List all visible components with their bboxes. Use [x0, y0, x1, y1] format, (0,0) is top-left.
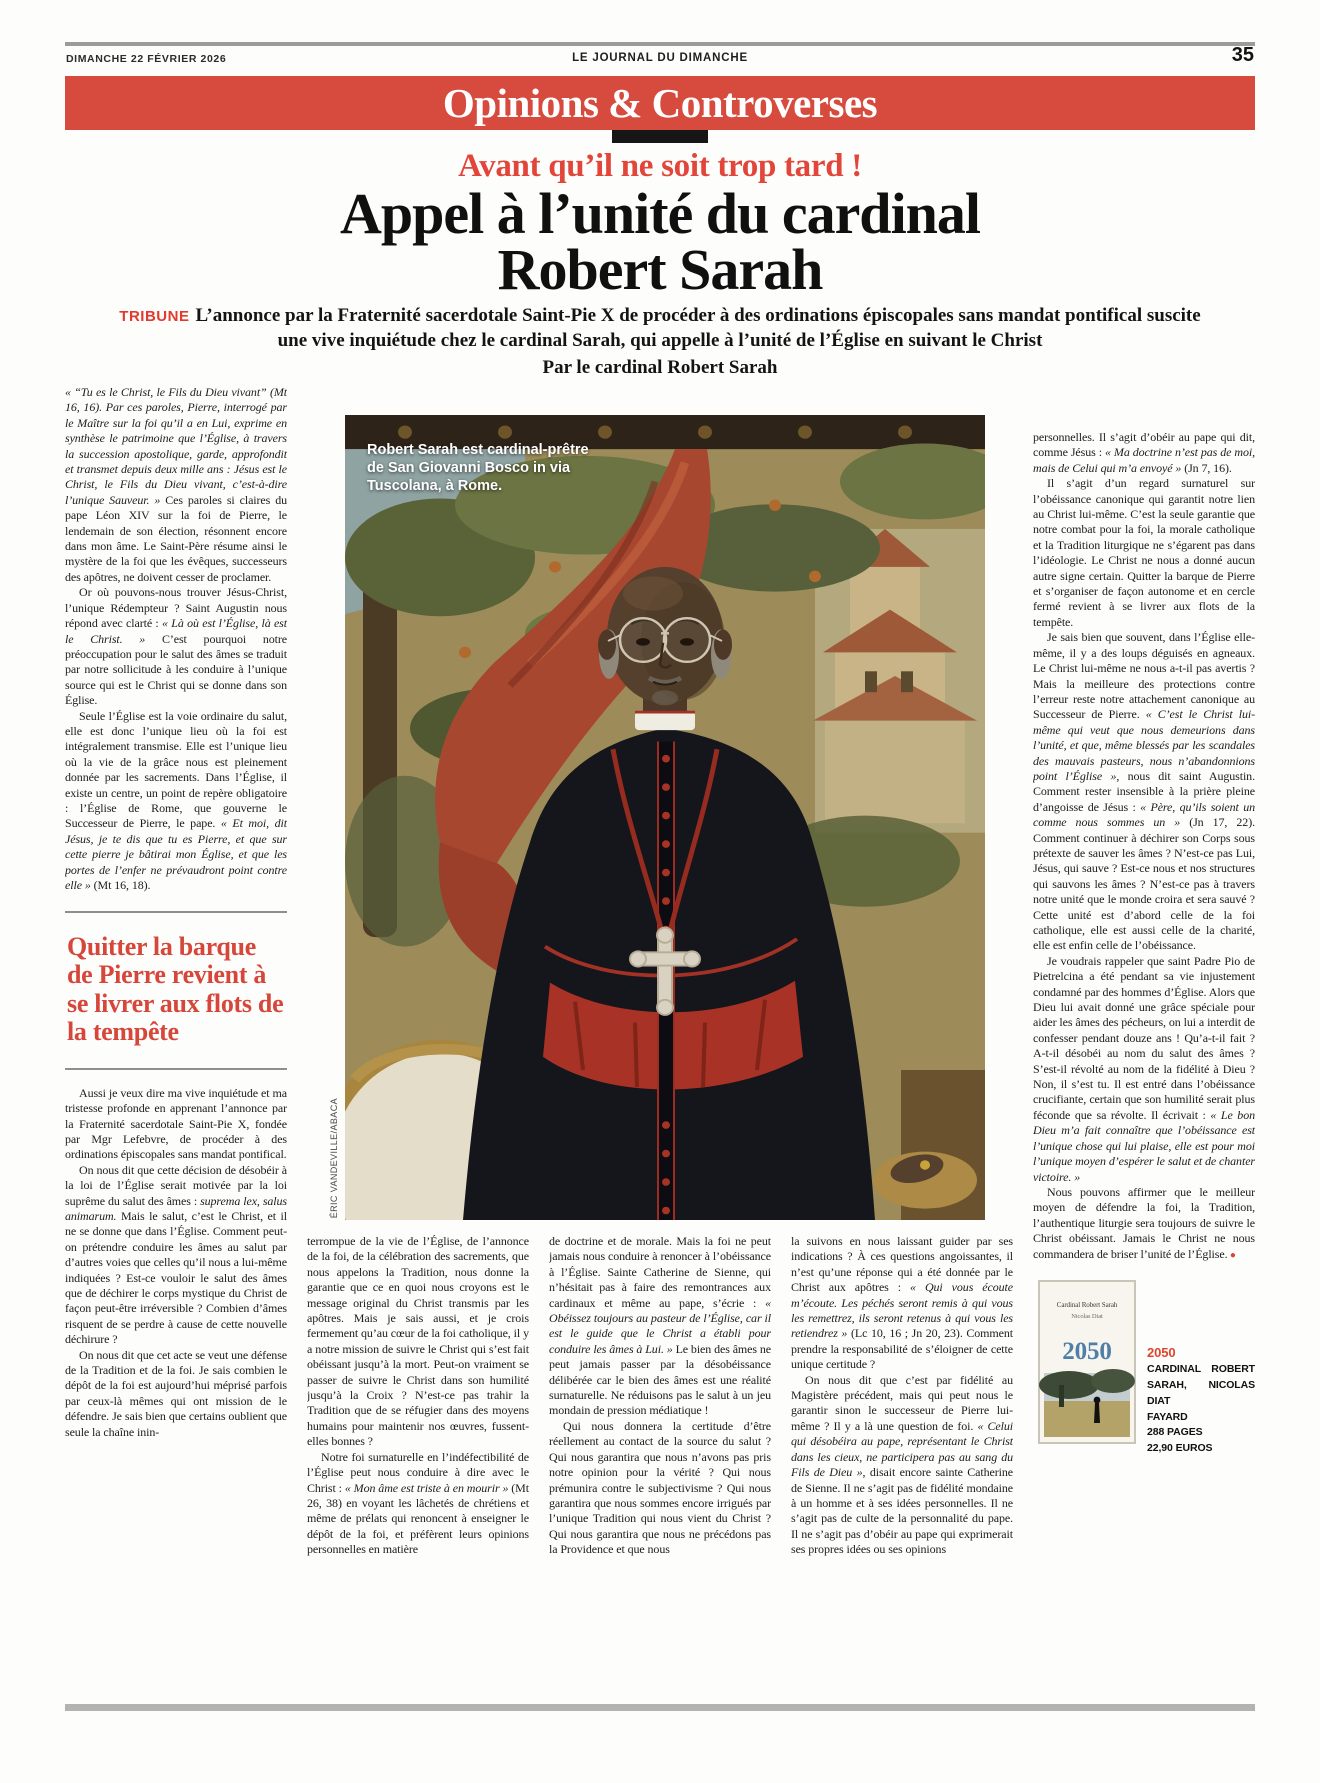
fold-mark	[612, 130, 708, 143]
lower-columns	[307, 1234, 1013, 1697]
book-publisher: FAYARD	[1147, 1410, 1188, 1423]
body-paragraph: Je voudrais rappeler que saint Padre Pio de Pietrelcina a été pendant sa vie injustement condamné par des hommes d’Église. Alors que Dieu lui avait donné une grâce spéciale pour aider les âmes des pécheurs, on lui a interdit de confesser pendant douze ans ! Qu’a-t-il fait ? A-t-il désobéi au nom du salut des âmes ? S’est-il révolté au nom de la fidélité à Dieu ? Non, il s’est tu. Il est entré dans l’obéissance crucifiante, certain que son humilité serait plus féconde que sa révolte. Il écrivait : « Le bon Dieu m’a fait connaître que l’obéissance est l’unique chose qui lui plaise, elle est pour moi l’unique moyen d’espérer le salut et de chanter victoire. »	[1033, 953, 1255, 1184]
column-5-text	[1033, 430, 1255, 1263]
cardinal-photo	[329, 415, 985, 1220]
column-2	[307, 1234, 529, 1697]
body-paragraph: Aussi je veux dire ma vive inquiétude et ma tristesse profonde en apprenant l’annonce par la Fraternité sacerdotale Saint-Pie X, fondée par Mgr Lefebvre, de procéder à des ordinations épiscopales sans mandat pontifical.	[65, 1085, 287, 1162]
body-paragraph: personnelles. Il s’agit d’obéir au pape qui dit, comme Jésus : « Ma doctrine n’est pas de moi, mais de Celui qui m’a envoyé » (Jn 7, 16).	[1033, 430, 1255, 475]
photo-credit: ÉRIC VANDEVILLE/ABACA	[329, 1097, 339, 1218]
page-number: 35	[1231, 44, 1254, 66]
standfirst	[110, 303, 1210, 353]
book-pages: 288 PAGES	[1147, 1426, 1203, 1439]
book-promo	[1033, 1281, 1255, 1457]
book-cover	[1039, 1281, 1135, 1443]
article-body	[65, 385, 1255, 1703]
standfirst-text: L’annonce par la Fraternité sacerdotale Saint-Pie X de procéder à des ordinations épiscopales sans mandat pontifical suscite une vive inquiétude chez le cardinal Sarah, qui appelle à l’unité de l’Église en suivant le Christ	[195, 305, 1201, 352]
column-5	[1033, 385, 1255, 1703]
body-paragraph: Qui nous donnera la certitude d’être réellement au contact de la source du salut ? Qui nous garantira que nous n’avons pas pris notre opinion pour la vérité ? Qui nous prémunira contre le subjectivisme ? Qui nous garantira que nous sommes encore irrigués par l’unique Tradition qui nous vient du Christ ? Qui nous garantira que nous ne précédons pas la Providence et que nous	[549, 1418, 771, 1557]
column-4	[791, 1234, 1013, 1697]
body-paragraph: Il s’agit d’un regard surnaturel sur l’obéissance canonique qui garantit notre lien au Christ lui-même. C’est la seule garantie que notre combat pour la foi, la morale catholique et la Tradition liturgique ne s’égarent pas dans l’idéologie. Le Christ ne nous a donné aucun autre signe certain. Quitter la barque de Pierre et s’organiser de façon autonome et en cercle fermé revient à se livrer aux flots de la tempête.	[1033, 476, 1255, 629]
book-info	[1147, 1281, 1255, 1457]
body-paragraph: de doctrine et de morale. Mais la foi ne peut jamais nous conduire à renoncer à l’obéissance à l’Église. Sainte Catherine de Sienne, qui n’hésitait pas à faire des remontrances aux cardinaux et même au pape, s’écrie : « Obéissez toujours au pasteur de l’Église, car il est le guide que le Christ a établi pour conduire les âmes à Lui. » Le bien des âmes ne peut jamais passer par la désobéissance délibérée car le bien des âmes est une réalité surnaturelle. Ne réduisons pas le salut à un jeu mondain de pression médiatique !	[549, 1234, 771, 1418]
body-paragraph: Or où pouvons-nous trouver Jésus-Christ, l’unique Rédempteur ? Saint Augustin nous répond avec clarté : « Là où est l’Église, là est le Christ. » C’est pourquoi notre préoccupation pour le salut des âmes se traduit par notre sollicitude à les conduire à l’unique source qui est le Christ qui se donne dans son Église.	[65, 585, 287, 708]
book-authors: CARDINAL ROBERT SARAH, NICOLAS DIAT	[1147, 1363, 1255, 1407]
body-paragraph: Notre foi surnaturelle en l’indéfectibilité de l’Église peut nous conduire à dire avec le Christ : « Mon âme est triste à en mourir » (Mt 26, 38) en voyant les lâchetés de chrétiens et même de prélats qui renoncent à enseigner le dépôt de la foi, et préfèrent leurs opinions personnelles en matière	[307, 1449, 529, 1557]
edition-date: DIMANCHE 22 FÉVRIER 2026	[66, 53, 227, 65]
column-1-bottom	[65, 1086, 287, 1440]
top-rule	[65, 42, 1255, 46]
body-paragraph: On nous dit que c’est par fidélité au Magistère précédent, mais qui peut nous le garantir sinon le successeur de Pierre lui-même ? Il y a là une question de foi. « Celui qui désobéira au pape, représentant le Christ dans les cieux, ne participera pas au sang du Fils de Dieu », disait encore sainte Catherine de Sienne. Il ne s’agit pas de fidélité mondaine à un homme et à ses idées personnelles. Il ne s’agit pas de culte de la personnalité du pape. Il ne s’agit pas d’obéir au pape qui exprimerait ses propres idées ou ses opinions	[791, 1372, 1013, 1557]
headline-line1: Appel à l’unité du cardinal	[339, 181, 981, 246]
body-paragraph: la suivons en nous laissant guider par ses indications ? À ces questions angoissantes, il n’est qu’une réponse qui a été donnée par le Christ aux apôtres : « Qui vous écoute m’écoute. Les péchés seront remis à qui vous les remettrez, ils seront retenus à qui vous les retiendrez » (Lc 10, 16 ; Jn 20, 23). Comment prendre la responsabilité de s’éloigner de cette unique certitude ?	[791, 1234, 1013, 1372]
middle-zone	[307, 385, 1013, 1703]
tribune-label: TRIBUNE	[119, 308, 190, 325]
cover-photo	[1039, 1369, 1135, 1437]
body-paragraph: Nous pouvons affirmer que le meilleur moyen de défendre la foi, la Tradition, l’authentique liturgie sera toujours de suivre le Christ obéissant. Jamais le Christ ne nous commandera de briser l’unité de l’Église. ●	[1033, 1184, 1255, 1261]
pull-quote: Quitter la barque de Pierre revient à se livrer aux flots de la tempête	[65, 911, 287, 1069]
column-1	[65, 385, 287, 1703]
kicker: Avant qu’il ne soit trop tard !	[458, 148, 862, 184]
book-title: 2050	[1147, 1344, 1176, 1360]
column-3	[549, 1234, 771, 1697]
body-paragraph: On nous dit que cette décision de désobéir à la loi de l’Église serait motivée par la loi suprême du salut des âmes : suprema lex, salus animarum. Mais le salut, c’est le Christ, et il ne se donne que dans l’Église. Comment peut-on prétendre conduire les âmes au salut par d’autres voies que celles qu’il nous a lui-même indiquées ? Est-ce vouloir le salut des âmes que de déchirer le corps mystique du Christ de façon peut-être irréversible ? Combien d’âmes risquent de se perdre à cause de cette nouvelle déchirure ?	[65, 1162, 287, 1347]
body-paragraph: terrompue de la vie de l’Église, de l’annonce de la foi, de la célébration des sacrements, que nous appelons la Tradition, nous donne la garantie que ce en quoi nous croyons est le message original du Christ transmis par les apôtres. Mais je sais aussi, et je crois fermement qu’au cœur de la foi catholique, il y a notre mission de suivre le Christ qui s’est fait obéissant jusqu’à la mort. Peut-on vraiment se passer de suivre le Christ dans son humilité jusqu’à la Croix ? N’est-ce pas trahir la Tradition que de se réfugier dans des moyens humains pour maintenir nos œuvres, fussent-elles bonnes ?	[307, 1234, 529, 1449]
masthead: LE JOURNAL DU DIMANCHE	[572, 52, 748, 64]
bottom-rule	[65, 1704, 1255, 1711]
body-paragraph: On nous dit que cet acte se veut une défense de la Tradition et de la foi. Je sais combien le dépôt de la foi est aujourd’hui méprisé parfois par ceux-là mêmes qui ont mission de le défendre. Je sais bien que certains oublient que seule la chaîne inin-	[65, 1347, 287, 1439]
byline: Par le cardinal Robert Sarah	[542, 357, 778, 378]
headline	[0, 181, 1320, 303]
cover-author-2: Nicolas Diat	[1071, 1312, 1103, 1320]
cover-title: 2050	[1062, 1337, 1112, 1365]
book-price: 22,90 EUROS	[1147, 1442, 1213, 1455]
cover-author-1: Cardinal Robert Sarah	[1056, 1300, 1118, 1309]
body-paragraph: « “Tu es le Christ, le Fils du Dieu vivant” (Mt 16, 16). Par ces paroles, Pierre, interrogé par le Maître sur la foi qu’il a en Lui, exprime en synthèse le patrimoine que l’Église, à travers la succession apostolique, garde, approfondit et transmet depuis deux mille ans : Jésus est le Christ, le Fils du Dieu vivant, c’est-à-dire l’unique Sauveur. » Ces paroles si claires du pape Léon XIV sur la foi de Pierre, le lendemain de son élection, résonnent encore dans mon âme. Le Saint-Père résume ainsi le mystère de la foi que les évêques, successeurs des apôtres, ne doivent cesser de proclamer.	[65, 385, 287, 584]
column-1-top	[65, 385, 287, 893]
body-paragraph: Je sais bien que souvent, dans l’Église elle-même, il y a des loups déguisés en agneaux. Le Christ lui-même ne nous a-t-il pas avertis ? Mais la meilleure des protections contre l’erreur reste notre attachement canonique au Successeur de Pierre. « C’est le Christ lui-même qui veut que nous demeurions dans l’unité, et que, même blessés par les scandales des mauvais pasteurs, nous n’abandonnions point l’Église », nous dit saint Augustin. Comment rester insensible à la prière pleine d’angoisse de Jésus : « Père, qu’ils soient un comme nous sommes un » (Jn 17, 22). Comment continuer à déchirer son Corps sous prétexte de sauver les âmes ? N’est-ce pas Lui, Jésus, qui sauve ? Est-ce nous et nos structures qui sauvons les âmes ? N’est-ce pas à travers notre unité que le monde croira et sera sauvé ? Cette unité est d’abord celle de la foi catholique, elle est aussi celle de la charité, elle est enfin celle de l’obéissance.	[1033, 630, 1255, 953]
photo-caption: Robert Sarah est cardinal-prêtre de San Giovanni Bosco in via Tuscolana, à Rome.	[367, 442, 589, 495]
section-banner: Opinions & Controverses	[65, 76, 1255, 130]
headline-line2: Robert Sarah	[497, 237, 823, 303]
cardinal-photo-illustration	[345, 415, 985, 1220]
body-paragraph: Seule l’Église est la voie ordinaire du salut, elle est donc l’unique lieu où la foi est intégralement transmise. Elle est l’unique lieu où la vie de la grâce nous est pleinement donnée par les sacrements. Dans l’Église, il existe un centre, un point de repère obligatoire : l’Église de Rome, que gouverne le Successeur de Pierre, le pape. « Et moi, dit Jésus, je te dis que tu es Pierre, et que sur cette pierre je bâtirai mon Église, et que les portes de l’enfer ne prévaudront point contre elle » (Mt 16, 18).	[65, 708, 287, 892]
